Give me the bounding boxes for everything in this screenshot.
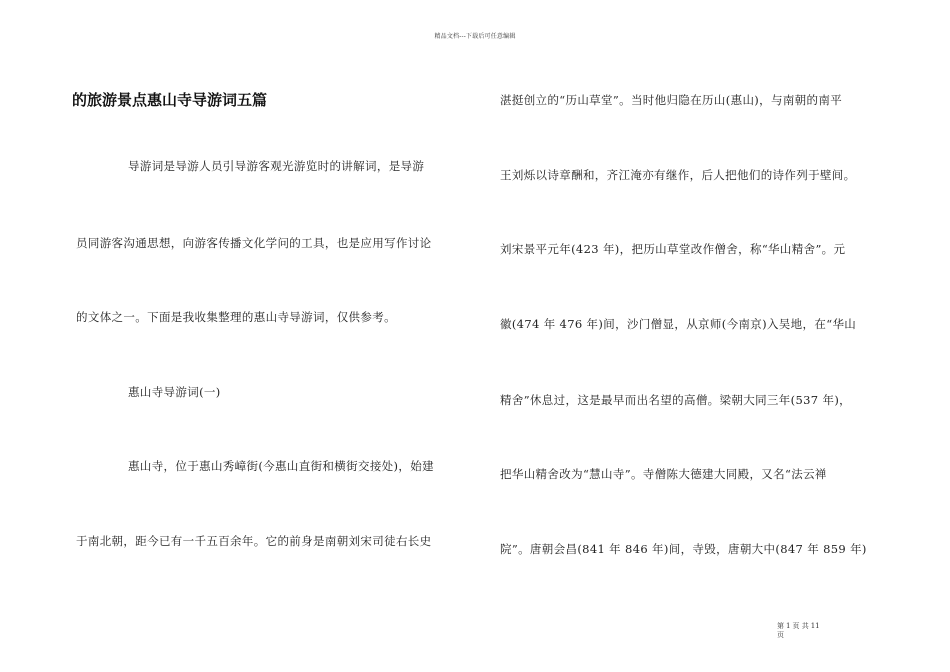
- page-label-prefix: 第: [777, 622, 784, 630]
- document-header-note: 精品文档---下载后可任意编辑: [434, 33, 516, 40]
- paragraph-line: 惠山寺，位于惠山秀嶂街(今惠山直街和横街交接处)，始建: [128, 459, 434, 473]
- paragraph-line: 精舍”休息过，这是最早而出名望的高僧。梁朝大同三年(537 年)，: [500, 393, 852, 407]
- paragraph-line: 王刘烁以诗章酬和，齐江淹亦有继作，后人把他们的诗作列于壁间。: [500, 168, 856, 182]
- paragraph-line: 徽(474 年 476 年)间，沙门僧显，从京师(今南京)入吴地，在“华山: [500, 317, 857, 331]
- document-title: 的旅游景点惠山寺导游词五篇: [72, 91, 268, 109]
- page-indicator: [777, 622, 857, 631]
- paragraph-line: 的文体之一。下面是我收集整理的惠山寺导游词，仅供参考。: [76, 310, 396, 324]
- page-label-mid: 页 共: [792, 622, 809, 630]
- paragraph-line: 院”。唐朝会昌(841 年 846 年)间，寺毁，唐朝大中(847 年 859 年): [500, 542, 867, 556]
- page-label-suffix: 页: [777, 631, 784, 639]
- page-footer: [777, 622, 857, 640]
- paragraph-line: 刘宋景平元年(423 年)，把历山草堂改作僧舍，称“华山精舍”。元: [500, 242, 846, 256]
- paragraph-line: 员同游客沟通思想，向游客传播文化学问的工具，也是应用写作讨论: [76, 236, 432, 250]
- total-pages: 11: [810, 622, 820, 630]
- paragraph-line: 湛挺创立的“历山草堂”。当时他归隐在历山(惠山)，与南朝的南平: [500, 93, 843, 107]
- paragraph-line: 于南北朝，距今已有一千五百余年。它的前身是南朝刘宋司徒右长史: [76, 534, 432, 548]
- section-heading: 惠山寺导游词(一): [128, 385, 221, 399]
- paragraph-line: 把华山精舍改为“慧山寺”。寺僧陈大德建大同殿，又名“法云禅: [500, 467, 827, 481]
- paragraph-line: 导游词是导游人员引导游客观光游览时的讲解词，是导游: [128, 159, 425, 173]
- left-column: [76, 0, 464, 672]
- right-column: [500, 0, 890, 672]
- page-number: 1: [786, 622, 791, 630]
